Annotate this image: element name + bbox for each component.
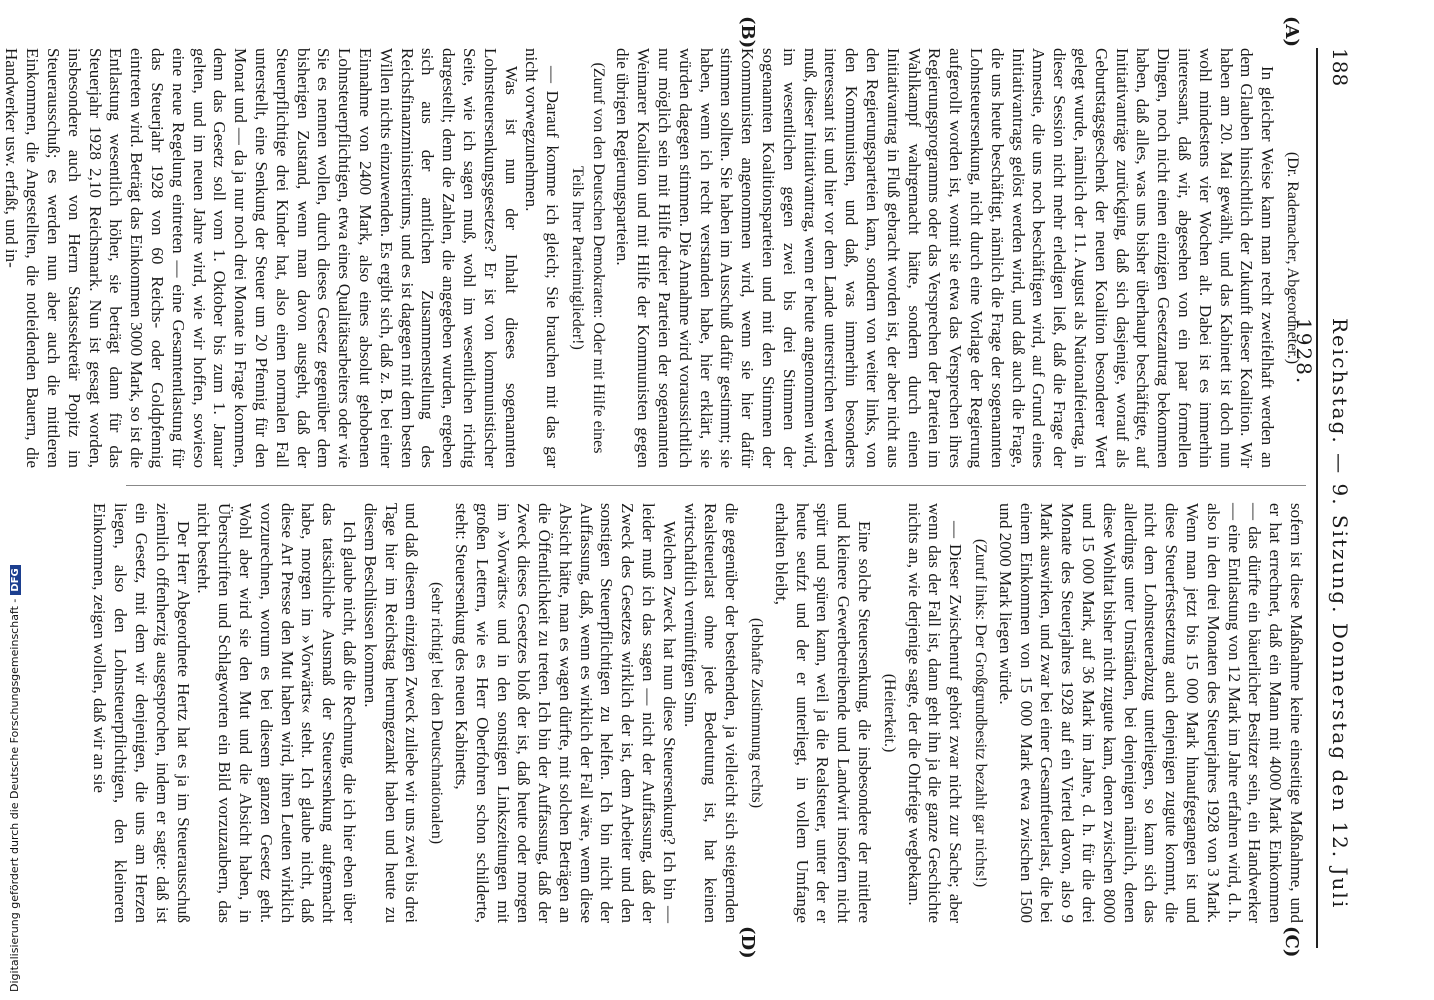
margin-mark-c: (C) <box>1281 926 1302 958</box>
margin-mark-d: (D) <box>737 926 758 959</box>
paragraph: Ich glaube nicht, daß die Rechnung, die ich hier eben über das tatsächliche Ausmaß der Steuersenkung aufgemacht habe, morgen im »Vorwärts« steht. Ich glaube nicht, daß diese Art Presse den Mut haben wird, ihren Leuten wirklich vorzurechnen, worum es bei diesem ganzen Gesetz geht. Wohl aber wird sie den Mut und die Absicht haben, in Überschriften und Schlagworten ein Bild vorzuzaubern, das nicht besteht. <box>194 503 359 923</box>
interjection: (sehr richtig! bei den Deutschnationalen) <box>428 581 446 845</box>
page-number: 188 <box>1328 48 1352 87</box>
paragraph: die gegenüber der bestehenden, ja vielleicht sich steigernden Realsteuerlast ohne jede Bedeutung ist, hat keinen wirtschaftlich vernünftigen Sinn. <box>680 503 742 923</box>
column-divider <box>126 485 1306 486</box>
paragraph: — Dieser Zwischenruf gehört zwar nicht zur Sache; aber wenn das der Fall ist, dann geht ihn ja die ganze Geschichte nichts an, wie derjenige sagte, der die Ohrfeige wegbekam. <box>904 503 966 923</box>
interjection: (Heiterkeit.) <box>880 673 898 753</box>
right-column <box>89 503 1306 923</box>
paragraph: Eine solche Steuersenkung, die insbesondere der mittlere und kleinere Gewerbetreibende und Landwirt insofern nicht spürt und spüren kann, weil ja die Realsteuer, unter der er heute seufzt und der er unterliegt, in vollem Umfange erhalten bleibt, <box>771 503 875 923</box>
margin-mark-a: (A) <box>1281 16 1302 47</box>
left-column <box>1 48 1306 468</box>
interjection: (Zuruf von den Deutschen Demokraten: Oder mit Hilfe eines Teils Ihrer Parteimitglieder!) <box>568 62 607 454</box>
paragraph: Was ist nun der Inhalt dieses sogenannten Lohnsteuersenkungsgesetzes? Er ist von kommunistischer Seite, wie ich sagen muß, wohl im wesentlichen richtig dargestellt; denn die Zahlen, die angegeben wurden, ergeben sich aus der amtlichen Zusammenstellung des Reichsfinanzministeriums, und es ist dagegen mit dem besten Willen nichts einzuwenden. Es ergibt sich, daß z. B. bei einer Einnahme von 2400 Mark, also eines absolut gehobenen Lohnsteuerpflichtigen, etwa eines Qualitätsarbeiters oder wie Sie es nennen wollen, durch dieses Gesetz gegenüber dem bisherigen Zustand, wenn man davon ausgeht, daß der Steuerpflichtige drei Kinder hat, also einen normalen Fall unterstellt, eine Senkung der Steuer um 20 Pfennig für den Monat und — da ja nur noch drei Monate in Frage kommen, denn das Gesetz soll vom 1. Oktober bis zum 1. Januar gelten, und im neuen Jahre wird, wie wir hoffen, sowieso eine neue Regelung eintreten — eine Gesamtentlastung für das Steuerjahr 1928 von 60 Reichs- oder Goldpfennig eintreten wird. Beträgt das Einkommen 3000 Mark, so ist die Entlastung wesentlich höher, sie beträgt dann für das Steuerjahr 1928 2,10 Reichsmark. Nun ist gesagt worden, insbesondere auch von Herrn Staatssekretär Popitz im Steuerausschuß; es werden nun aber auch die mittleren Einkommen, die Angestellten, die notleidenden Bauern, die Handwerker usw. erfaßt, und in- <box>2 48 521 468</box>
speaker-note: (Dr. Rademacher, Abgeordneter.) <box>1284 151 1301 365</box>
digitization-credit <box>8 565 21 992</box>
interjection: (Zuruf links: Der Großgrundbesitz bezahlt gar nichts!) <box>972 538 990 888</box>
header-title: Reichstag. — 9. Sitzung. Donnerstag den 12. Juli 1928. <box>1292 318 1352 910</box>
paragraph: — Darauf komme ich gleich; Sie brauchen mit das gar nicht vorwegzunehmen. <box>522 48 563 468</box>
paragraph: Welchen Zweck hat nun diese Steuersenkung? Ich bin — leider muß ich das sagen — nicht der Auffassung, daß der Zweck des Gesetzes wirklich der ist, dem Arbeiter und den sonstigen Steuerpflichtigen zu helfen. Ich bin nicht der Auffassung, daß, wenn es wirklich der Fall wäre, wenn diese Absicht hätte, man es wagen dürfte, mit solchen Beträgen an die Öffentlichkeit zu treten. Ich bin der Auffassung, daß der Zweck dieses Gesetzes bloß der ist, daß heute oder morgen im »Vorwärts« und in den sonstigen Linkszeitungen mit großen Lettern, wie es Herr Oberfohren schon schilderte, steht: Steuersenkung des neuen Kabinetts, <box>451 503 679 923</box>
dfg-logo: DFG <box>10 565 21 594</box>
interjection: (lebhafte Zustimmung rechts) <box>748 617 766 809</box>
paragraph: sofern ist diese Maßnahme keine einseitige Maßnahme, und er hat errechnet, daß ein Mann mit 4000 Mark Einkommen — das dürfte ein bäuerlicher Besitzer sein, ein Handwerker — eine Entlastung von 12 Mark im Jahre erfahren wird, d. h. also in den drei Monaten des Steuerjahres 1928 von 3 Mark. Wenn man jetzt bis 15 000 Mark hinaufgegangen ist und diese Steuerfestsetzung auch denjenigen zugute kommt, die nicht dem Lohnsteuerabzug unterliegen, so kann sich das allerdings unter Umständen, bei denjenigen nämlich, denen diese Wohltat bisher nicht zugute kam, denen zwischen 8000 und 15 000 Mark, auf 36 Mark im Jahre, d. h. für die drei Monate des Steuerjahres 1928 auf ein Viertel davon, also 9 Mark auswirken, und zwar bei einer Gesamtfeuerlast, die bei einem Einkommen von 15 000 Mark etwa zwischen 1500 und 2000 Mark liegen würde. <box>995 503 1306 923</box>
credit-text: Digitalisierung gefördert durch die Deutsche Forschungsgemeinschaft - <box>8 598 21 992</box>
paragraph: Der Herr Abgeordnete Hertz hat es ja im Steuerausschuß ziemlich offenherzig ausgesprochen, indem er sagte: daß ist ein Gesetz, mit dem wir denjenigen, die uns am Herzen liegen, also den Lohnsteuerpflichtigen, den kleineren Einkommen, zeigen wollen, daß wir an sie <box>90 503 193 923</box>
paragraph: In gleicher Weise kann man recht zweifelhaft werden an dem Glauben hinsichtlich der Zukunft dieser Koalition. Wir haben am 20. Mai gewählt, und das Kabinett ist doch nun wohl mindestens vier Wochen alt. Dabei ist es immerhin interessant, daß wir, abgesehen von ein paar formellen Dingen, noch nicht einen einzigen Gesetzantrag bekommen haben, daß alles, was uns bisher überhaupt beschäftigte, auf Initiativanträge zurückging, daß sich dasjenige, worauf als Geburtstagsgeschenk der neuen Koalition besonderer Wert gelegt wurde, nämlich der 11. August als Nationalfeiertag, in dieser Session nicht mehr erledigen ließ, daß die Frage der Amnestie, die uns noch beschäftigen wird, auf Grund eines Initiativantrags gelöst werden wird, und daß auch die Frage, die uns heute beschäftigt, nämlich die Frage der sogenannten Lohnsteuersenkung, nicht durch eine Vorlage der Regierung aufgerollt worden ist, womit sie etwa das Versprechen ihres Regierungsprogramms oder das Versprechen der Parteien im Wahlkampf wahrgemacht hätte, sondern durch einen Initiativantrag in Fluß gebracht worden ist, der aber nicht aus den Regierungsparteien kam, sondern von weiter links, von den Kommunisten, und daß, was immerhin besonders interessant ist und hier vor dem Lande unterstrichen werden muß, dieser Initiativantrag, wenn er heute angenommen wird, im wesentlichen gegen zwei bis drei Stimmen der sogenannten Koalitionsparteien und mit den Stimmen der Kommunisten angenommen wird, wenn sie hier dafür stimmen sollten. Sie haben im Ausschuß dafür gestimmt; sie haben, wenn ich recht verstanden habe, hier erklärt, sie würden dagegen stimmen. Die Annahme wird voraussichtlich nur möglich sein mit Hilfe dreier Parteien der sogenannten Weimarer Koalition und mit Hilfe der Kommunisten gegen die übrigen Regierungsparteien. <box>613 48 1278 468</box>
paragraph: und daß diesem einzigen Zweck zuliebe wir uns zwei bis drei Tage hier im Reichstag herumgezankt haben und heute zu diesem Beschlüssen kommen. <box>360 503 422 923</box>
margin-mark-b: (B) <box>737 16 758 49</box>
